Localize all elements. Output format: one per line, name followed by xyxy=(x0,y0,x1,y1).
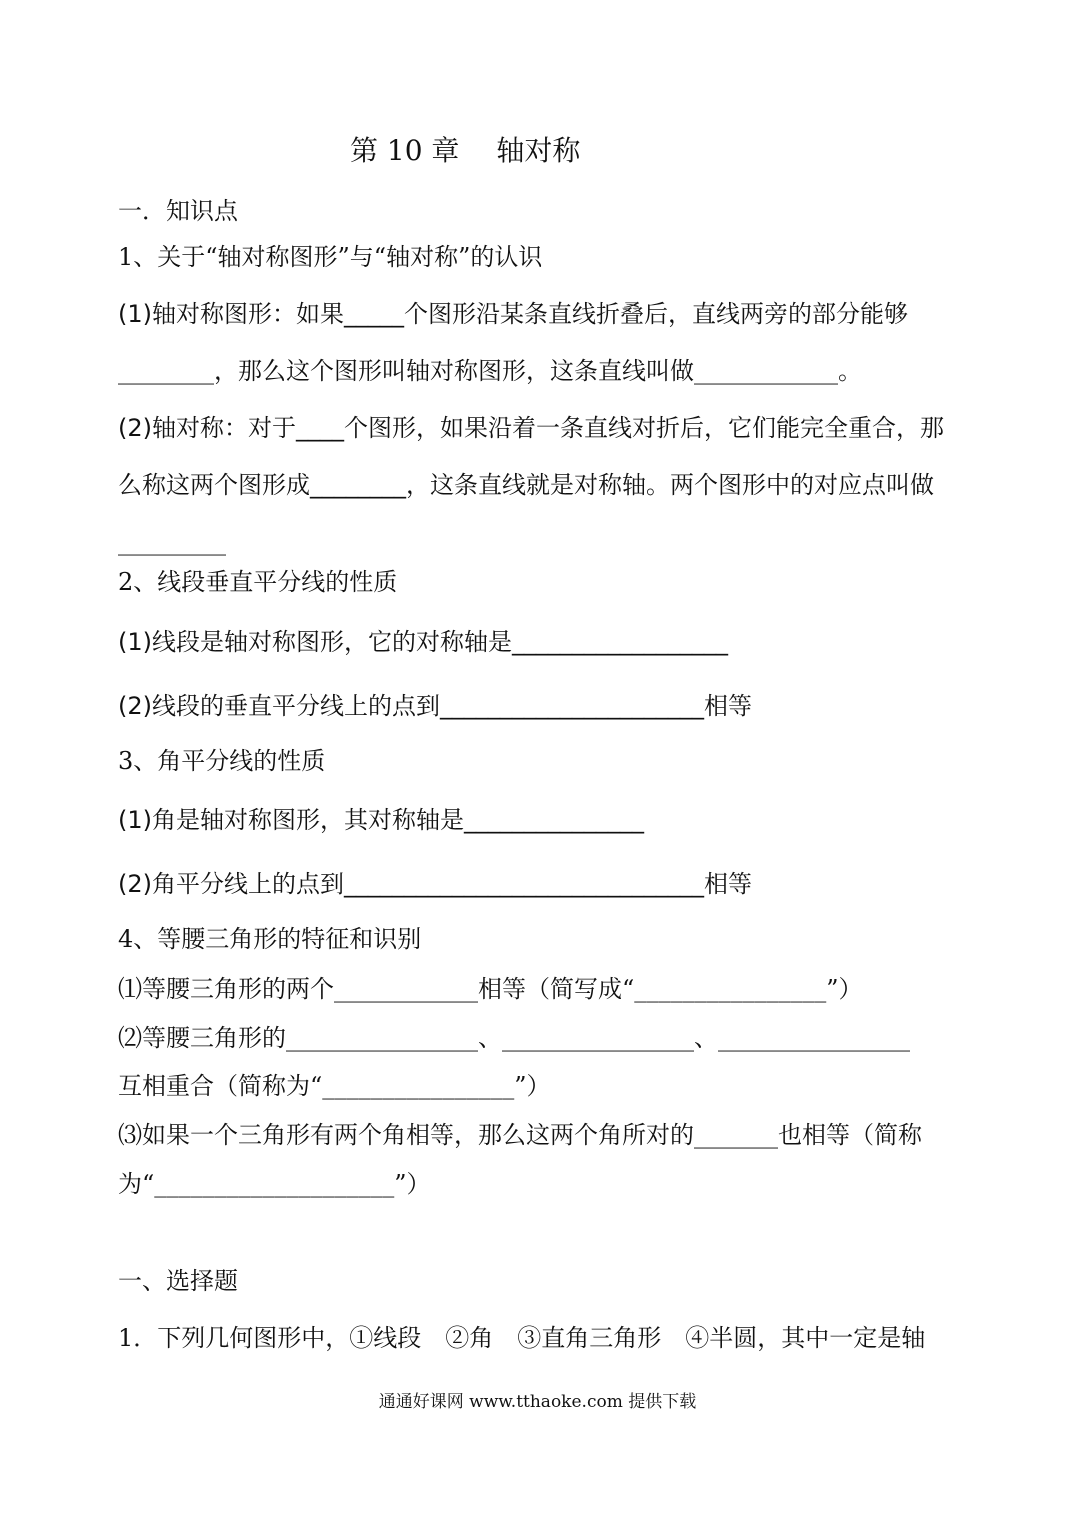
topic-4-item-3-line-1: ⑶如果一个三角形有两个角相等，那么这两个角所对的_______也相等（简称 xyxy=(118,1121,922,1149)
topic-3-item-2: (2)角平分线上的点到______________________________相等 xyxy=(118,870,752,898)
topic-1-item-1-line-1: (1)轴对称图形：如果_____个图形沿某条直线折叠后，直线两旁的部分能够 xyxy=(118,300,908,328)
topic-4-item-2-line-1: ⑵等腰三角形的________________、________________、________________ xyxy=(118,1024,910,1052)
chapter-title: 第 10 章 轴对称 xyxy=(350,134,581,167)
topic-1-item-2-line-3: _________ xyxy=(118,528,226,556)
question-1-line-1: 1．下列几何图形中，①线段 ②角 ③直角三角形 ④半圆，其中一定是轴 xyxy=(118,1324,926,1352)
topic-4-item-3-line-2: 为“____________________”） xyxy=(118,1170,431,1198)
topic-3-item-1: (1)角是轴对称图形，其对称轴是_______________ xyxy=(118,806,644,834)
topic-2-item-1: (1)线段是轴对称图形，它的对称轴是__________________ xyxy=(118,628,728,656)
topic-1-item-1-line-2: ________，那么这个图形叫轴对称图形，这条直线叫做____________。 xyxy=(118,357,862,385)
topic-3-heading: 3、角平分线的性质 xyxy=(118,747,326,775)
topic-4-item-1: ⑴等腰三角形的两个____________相等（简写成“________________”） xyxy=(118,975,863,1003)
topic-4-heading: 4、等腰三角形的特征和识别 xyxy=(118,925,422,953)
page-footer: 通通好课网 www.tthaoke.com 提供下载 xyxy=(378,1392,697,1412)
topic-2-heading: 2、线段垂直平分线的性质 xyxy=(118,568,398,596)
section-choice-heading: 一、选择题 xyxy=(118,1267,238,1295)
topic-1-item-2-line-1: (2)轴对称：对于____个图形，如果沿着一条直线对折后，它们能完全重合，那 xyxy=(118,414,944,442)
topic-2-item-2: (2)线段的垂直平分线上的点到______________________相等 xyxy=(118,692,752,720)
section-knowledge-heading: 一．知识点 xyxy=(118,197,238,225)
topic-4-item-2-line-2: 互相重合（简称为“________________”） xyxy=(118,1072,551,1100)
topic-1-heading: 1、关于“轴对称图形”与“轴对称”的认识 xyxy=(118,243,543,271)
topic-1-item-2-line-2: 么称这两个图形成________，这条直线就是对称轴。两个图形中的对应点叫做 xyxy=(118,471,934,499)
